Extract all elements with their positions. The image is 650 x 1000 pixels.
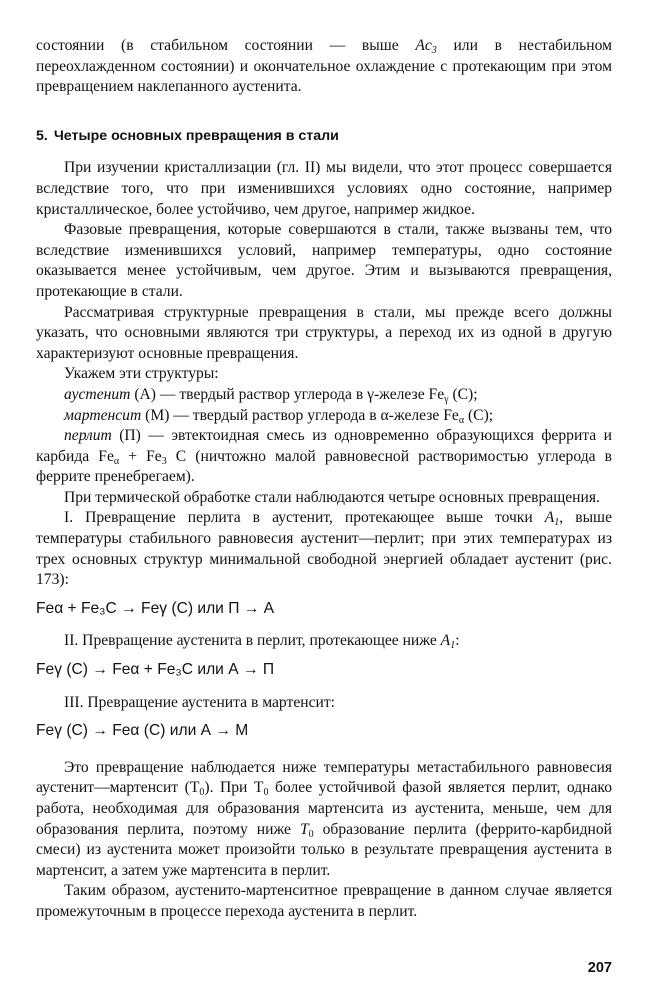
definition-pearlite: перлит (П) — эвтектоидная смесь из одновременно образующихся феррита и карбида $Fe_\alpha + Fe_3$ С (ничтожно малой равновесной растворимостью углерода в феррите пренебрегаем). <box>36 427 612 486</box>
definition-martensite: мартенсит (М) — твердый раствор углерода в α-железе $Fe_\alpha$ (С); <box>64 406 494 426</box>
section-number: 5. <box>36 127 48 144</box>
section-title: Четыре основных превращения в стали <box>53 127 339 144</box>
paragraph-structural-transformations: Рассматривая структурные превращения в стали, мы прежде всего должны указать, что основными являются три структуры, а переход их из одной в другую характеризуют основные превращения. <box>36 303 612 362</box>
ac3-symbol: $Ac_3$ <box>415 37 437 56</box>
paragraph-four-transformations: При термической обработке стали наблюдаются четыре основных превращения. <box>64 488 600 506</box>
formula-2: Feγ (С) → Feα + Fe₃C или А → П <box>36 661 275 679</box>
paragraph-phase-transformations: Фазовые превращения, которые совершаются в стали, также вызваны тем, что вследствие изменившихся условий, например температуры, одно состояние оказывается менее устойчивым, чем другое. Этим и вызываются превращения, протекающие в стали. <box>36 221 612 300</box>
section-heading <box>36 126 612 147</box>
formula-3: Feγ (С) → Feα (С) или А → М <box>36 722 249 740</box>
definition-austenite: аустенит (А) — твердый раствор углерода в γ-железе $Fe_\gamma$ (С); <box>64 385 478 405</box>
transformation-1: I. Превращение перлита в аустенит, протекающее выше точки $A_1$, выше температуры стабильного равновесия аустенит—перлит; при этих температурах из трех основных структур минимальной свободной энергией обладает аустенит (рис. 173): <box>36 509 612 589</box>
page-number: 207 <box>587 960 612 976</box>
transformation-2: II. Превращение аустенита в перлит, протекающее ниже $A_1$: <box>64 632 460 652</box>
transformation-3: III. Превращение аустенита в мартенсит: <box>64 693 336 711</box>
paragraph-crystallization: При изучении кристаллизации (гл. II) мы видели, что этот процесс совершается вследствие того, что при изменившихся условиях одно состояние, например кристаллическое, более устойчиво, чем другое, например жидкое. <box>36 159 612 218</box>
formula-1: Feα + Fe₃C → Feγ (С) или П → А <box>36 599 275 617</box>
intro-paragraph: состоянии (в стабильном состоянии — выше $Ac_3$ или в нестабильном переохлажденном состоянии) и окончательное охлаждение с протекающим при этом превращением наклепанного аустенита. <box>36 37 612 96</box>
paragraph-structures-intro: Укажем эти структуры: <box>64 365 219 383</box>
paragraph-metastable: Это превращение наблюдается ниже температуры метастабильного равновесия аустенит—мартенсит $(Т_0)$. При $Т_0$ более устойчивой фазой является перлит, однако работа, необходимая для образования мартенсита из аустенита, меньше, чем для образования перлита, поэтому ниже $T_0$ образование перлита (феррито-карбидной смеси) из аустенита может произойти только в результате превращения аустенита в мартенсит, а затем уже мартенсита в перлит. <box>36 758 613 879</box>
paragraph-conclusion: Таким образом, аустенито-мартенситное превращение в данном случае является промежуточным в процессе перехода аустенита в перлит. <box>36 882 612 920</box>
